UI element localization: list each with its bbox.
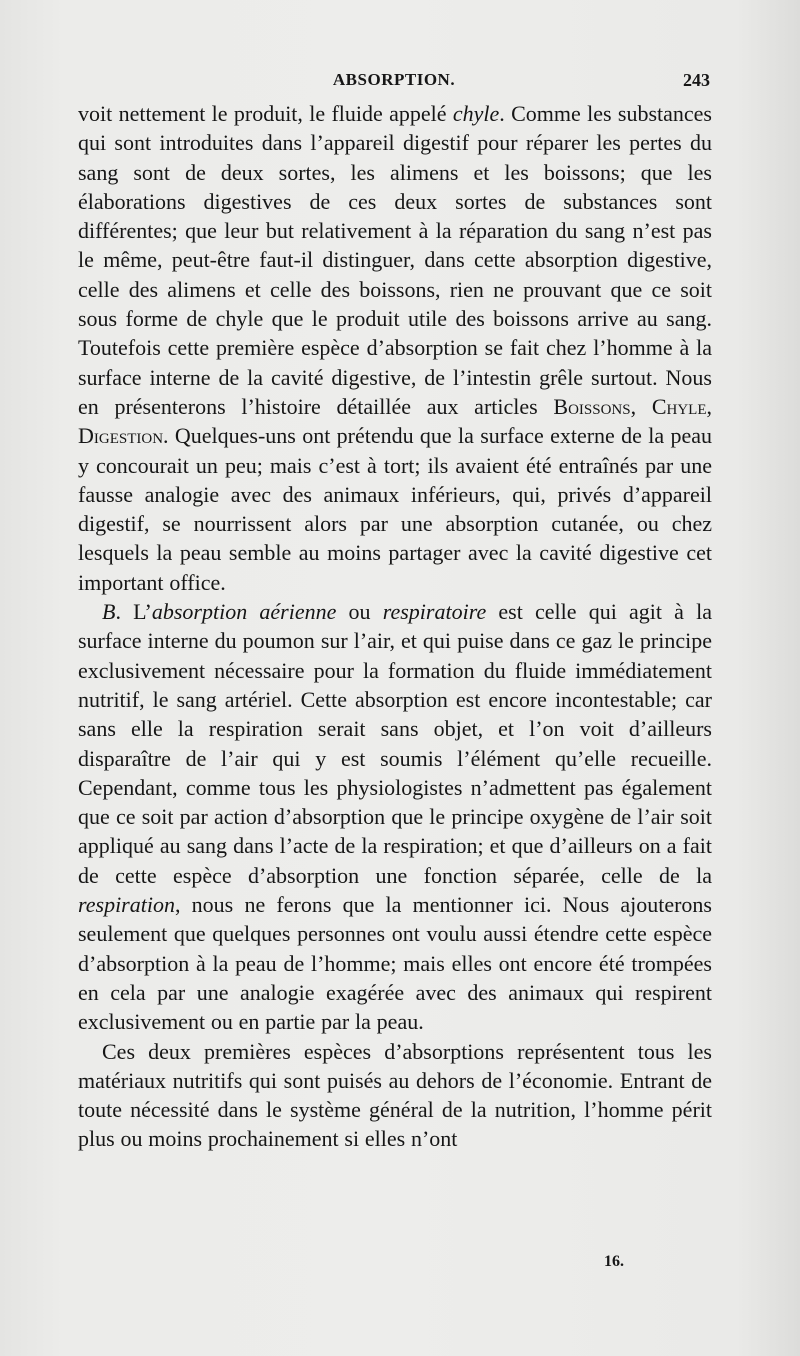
- paragraph-3: Ces deux premières espèces d’absorptions représentent tous les matériaux nutritifs qui sont puisés au dehors de l’économie. Entrant de toute nécessité dans le système général de la nutrition, l’homme périt plus ou moins prochainement si elles n’ont: [78, 1038, 712, 1152]
- page-number: 243: [683, 70, 710, 90]
- italic-term: respiration: [78, 892, 175, 918]
- italic-term: chyle: [452, 101, 500, 126]
- paragraph-1: [78, 99, 712, 597]
- signature-mark: 16.: [604, 1253, 624, 1270]
- text-run: , nous ne ferons que la mentionner ici. Nous ajouterons seulement que quelques personnes ont voulu aussi étendre cette espèce d’absorption à la peau de l’homme; mais elles ont encore été trompées en cela par une analogie exagérée avec des animaux qui respirent exclusivement ou en partie par la peau.: [78, 892, 712, 1035]
- text-run: voit nettement le produit, le fluide appelé: [78, 101, 453, 126]
- cross-reference: Boissons: [553, 393, 631, 419]
- text-run: . L’: [115, 599, 152, 625]
- text-run: . Quelques-uns ont prétendu que la surface externe de la peau y concourait un peu; mais c’est à tort; ils avaient été entraînés par une fausse analogie avec des animaux inférieurs, qui, privés d’appareil digestif, se nourrissent alors par une absorption cutanée, ou chez lesquels la peau semble au moins partager avec la cavité digestive cet important office.: [78, 423, 712, 595]
- cross-reference: Chyle: [651, 393, 707, 419]
- running-title: ABSORPTION.: [332, 70, 456, 89]
- text-run: ,: [706, 393, 712, 419]
- italic-term: respiratoire: [382, 599, 487, 625]
- paragraph-2: [78, 597, 712, 1036]
- text-run: . Comme les substances qui sont introduites dans l’appareil digestif pour réparer les pertes du sang sont de deux sortes, les alimens et les boissons; que les élaborations digestives de ces deux sortes de substances sont différentes; que leur but relativement à la réparation du sang n’est pas le même, peut-être faut-il distinguer, dans cette absorption digestive, celle des alimens et celle des boissons, rien ne prouvant que ce soit sous forme de chyle que le produit utile des boissons arrive au sang. Toutefois cette première espèce d’absorption se fait chez l’homme à la surface interne de la cavité digestive, de l’intestin grêle surtout. Nous en présenterons l’histoire détaillée aux articles: [78, 101, 712, 419]
- text-run: est celle qui agit à la surface interne du poumon sur l’air, et qui puise dans ce gaz le principe exclusivement nécessaire pour la formation du fluide immédiatement nutritif, le sang artériel. Cette absorption est encore incontestable; car sans elle la respiration serait sans objet, et l’on voit d’ailleurs disparaître de l’air qui y est soumis l’élément qu’elle recueille. Cependant, comme tous les physiologistes n’admettent pas également que ce soit par action d’absorption que le principe oxygène de l’air soit appliqué au sang dans l’acte de la respiration; et que d’ailleurs on a fait de cette espèce d’absorption une fonction séparée, celle de la: [78, 599, 712, 888]
- italic-term: absorption aérienne: [151, 599, 337, 625]
- body-text: [78, 99, 712, 1154]
- section-letter: B: [102, 599, 116, 625]
- running-head: [78, 70, 710, 96]
- cross-reference: Digestion: [78, 423, 164, 449]
- text-run: ,: [630, 393, 652, 419]
- text-run: ou: [336, 599, 383, 625]
